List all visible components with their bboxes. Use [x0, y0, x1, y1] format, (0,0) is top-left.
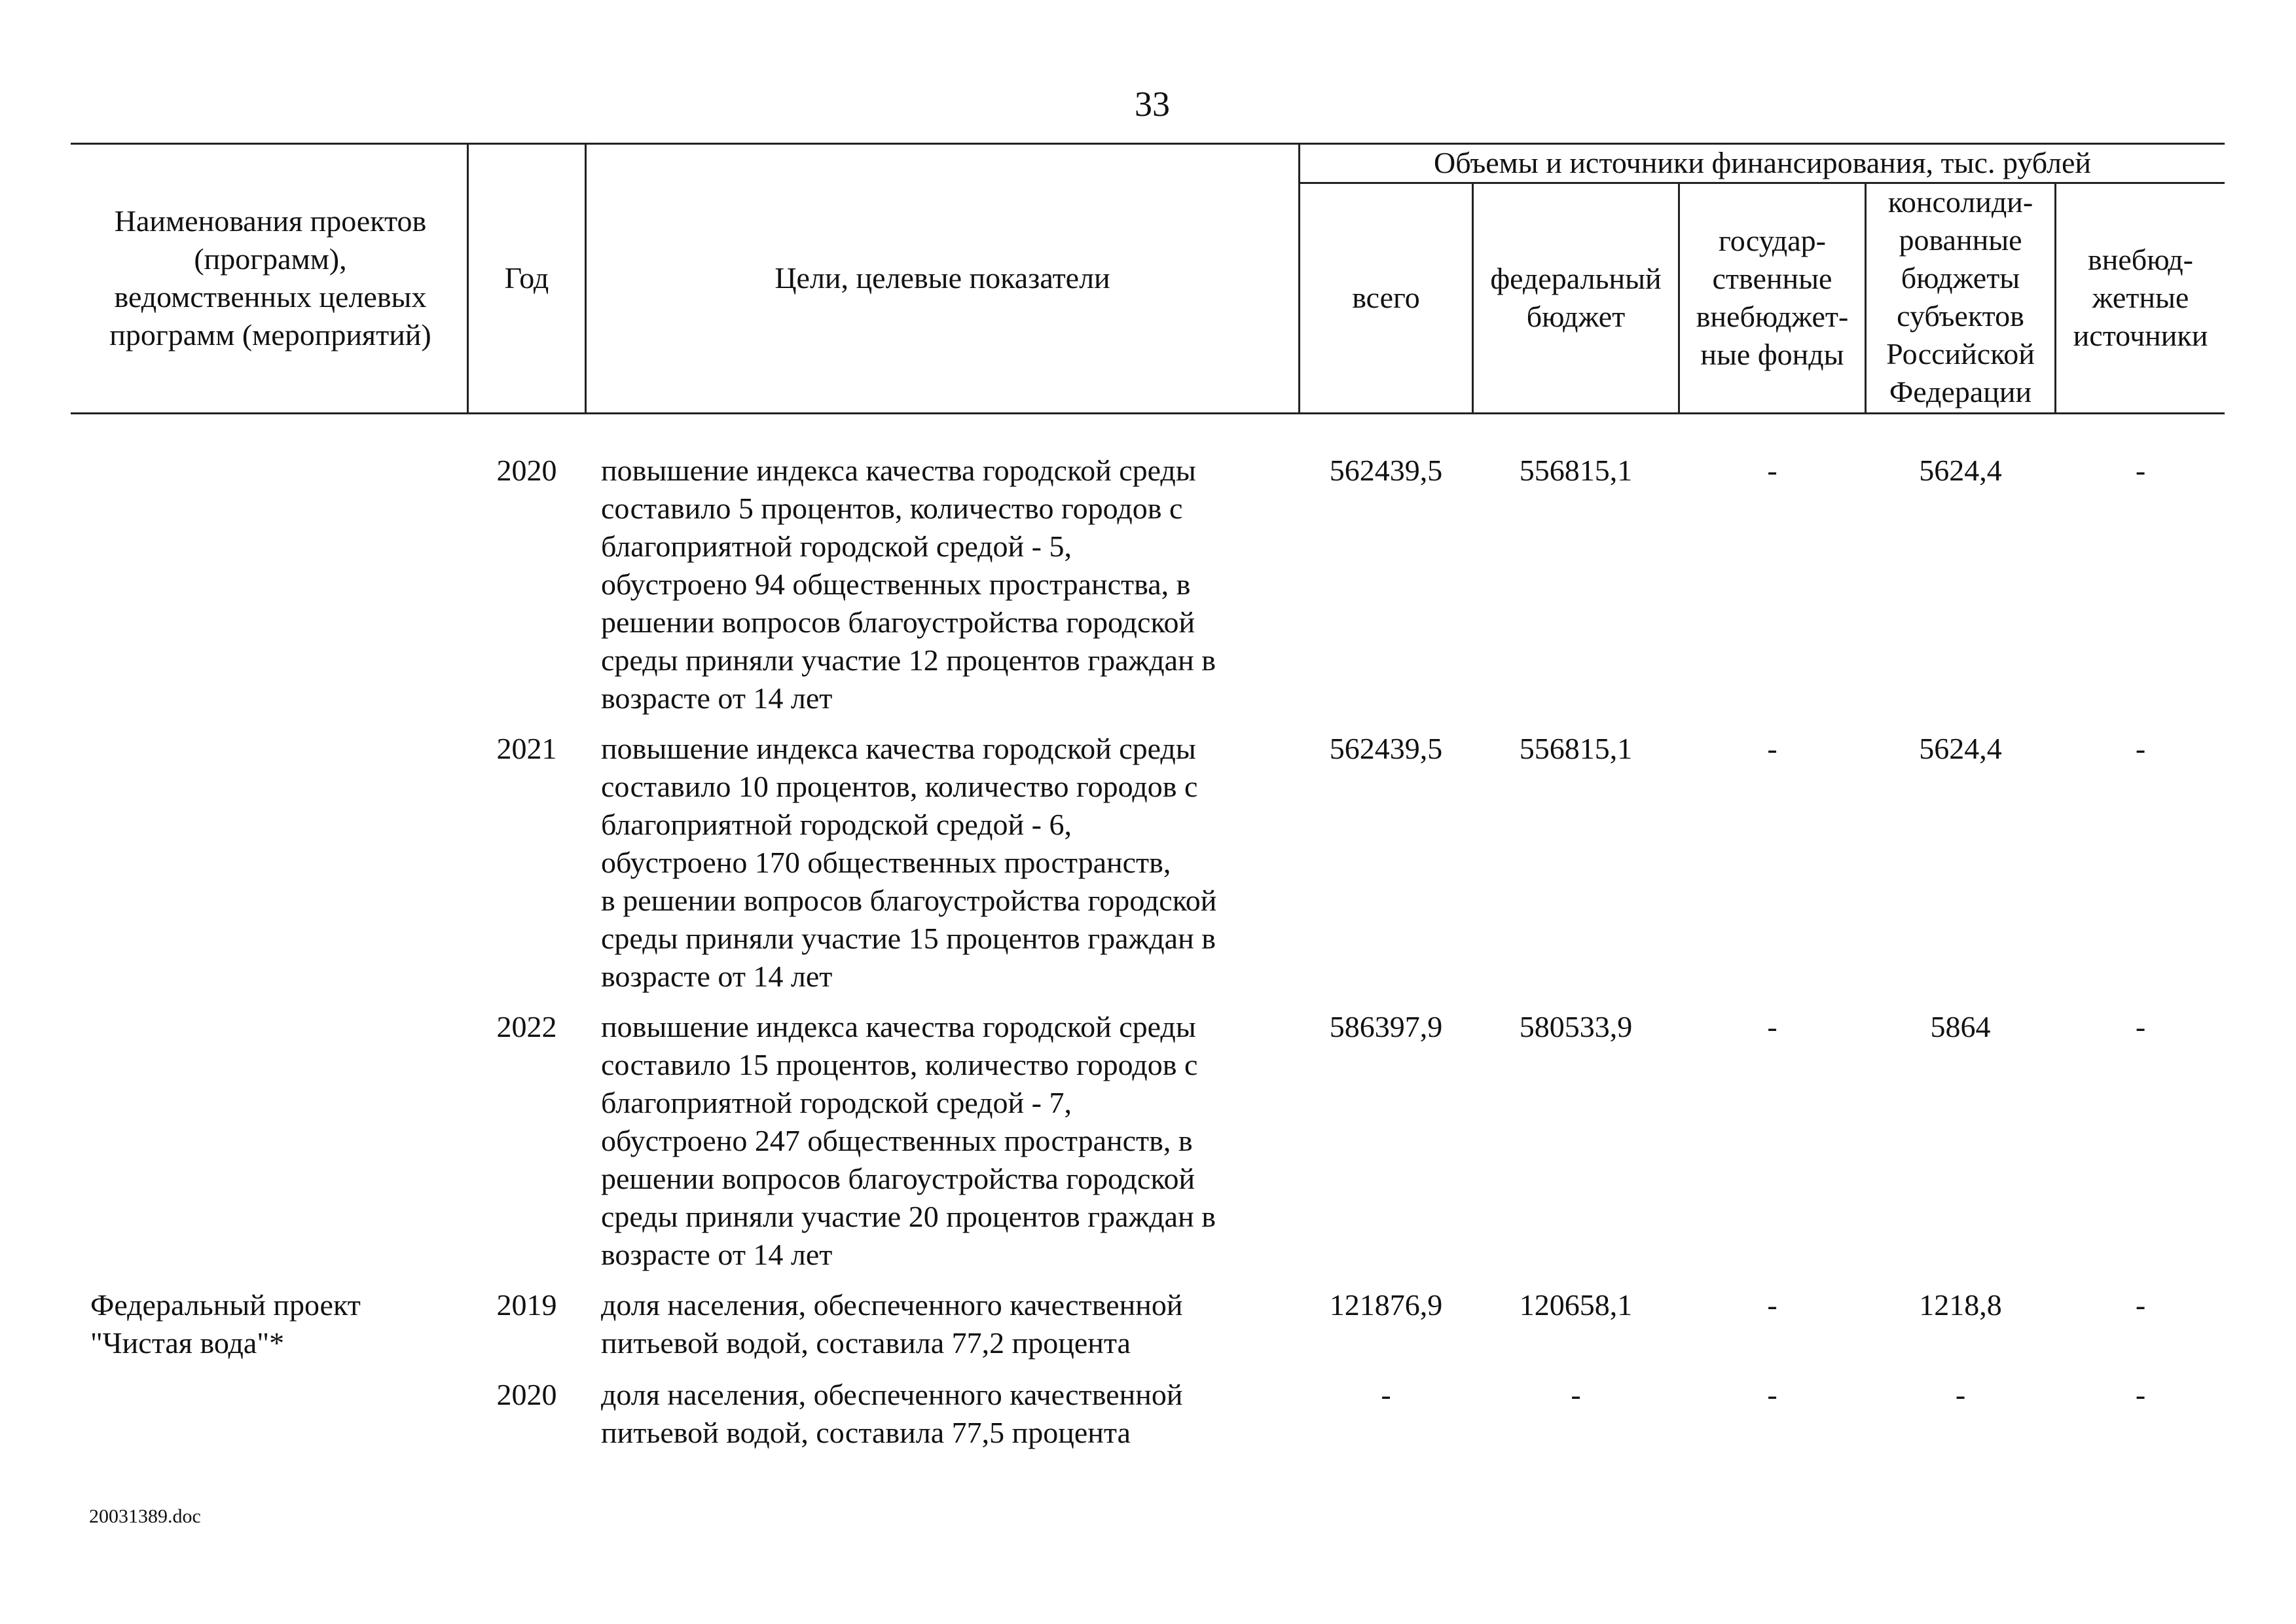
row-extrabudget: -	[2135, 454, 2146, 487]
header-bottom-rule	[71, 412, 2225, 414]
row-year: 2020	[496, 454, 557, 487]
row-total: 562439,5	[1329, 732, 1443, 765]
header-col-name: Наименования проектов (программ), ведомственных целевых программ (мероприятий)	[109, 204, 431, 352]
row-extrabudget: -	[2135, 732, 2146, 765]
row-goal: повышение индекса качества городской среды составило 15 процентов, количество городов с благоприятной городской средой - 7, обустроено 247 общественных пространств, в решении вопросов благоустройства городской среды приняли участие 20 процентов граждан в возрасте от 14 лет	[601, 1010, 1216, 1271]
row-state-funds: -	[1767, 1378, 1777, 1411]
page-number: 33	[1135, 84, 1170, 124]
row-regional: 1218,8	[1919, 1288, 2002, 1322]
row-goal: повышение индекса качества городской среды составило 5 процентов, количество городов с благоприятной городской средой - 5, обустроено 94 общественных пространства, в решении вопросов благоустройства городской среды приняли участие 12 процентов граждан в возрасте от 14 лет	[601, 454, 1216, 715]
header-col-regional: консолиди- рованные бюджеты субъектов Российской Федерации	[1886, 185, 2035, 408]
row-goal: доля населения, обеспеченного качественной питьевой водой, составила 77,2 процента	[601, 1288, 1183, 1360]
row-year: 2019	[496, 1288, 557, 1322]
row-year: 2022	[496, 1010, 557, 1043]
header-funding-group: Объемы и источники финансирования, тыс. рублей	[1434, 146, 2091, 179]
header-col-federal: федеральный бюджет	[1490, 262, 1662, 333]
row-total: 586397,9	[1329, 1010, 1443, 1043]
row-year: 2021	[496, 732, 557, 765]
row-project-name: Федеральный проект "Чистая вода"*	[90, 1288, 361, 1360]
row-federal: 120658,1	[1519, 1288, 1633, 1322]
row-state-funds: -	[1767, 1288, 1777, 1322]
header-col-total: всего	[1352, 281, 1420, 314]
row-regional: 5864	[1930, 1010, 1991, 1043]
header-col-year: Год	[504, 261, 549, 295]
row-extrabudget: -	[2135, 1010, 2146, 1043]
row-goal: повышение индекса качества городской среды составило 10 процентов, количество городов с благоприятной городской средой - 6, обустроено 170 общественных пространств, в решении вопросов благоустройства городской среды приняли участие 15 процентов граждан в возрасте от 14 лет	[601, 732, 1217, 993]
row-goal: доля населения, обеспеченного качественной питьевой водой, составила 77,5 процента	[601, 1378, 1183, 1449]
row-extrabudget: -	[2135, 1288, 2146, 1322]
row-extrabudget: -	[2135, 1378, 2146, 1411]
header-col-state-funds: государ- ственные внебюджет- ные фонды	[1696, 224, 1849, 371]
document-file-id: 20031389.doc	[89, 1506, 201, 1527]
row-state-funds: -	[1767, 1010, 1777, 1043]
row-federal: 580533,9	[1519, 1010, 1633, 1043]
row-state-funds: -	[1767, 732, 1777, 765]
row-state-funds: -	[1767, 454, 1777, 487]
row-total: 121876,9	[1329, 1288, 1443, 1322]
row-year: 2020	[496, 1378, 557, 1411]
funding-group-rule	[1298, 182, 2225, 184]
row-total: -	[1381, 1378, 1391, 1411]
row-regional: 5624,4	[1919, 454, 2002, 487]
row-federal: 556815,1	[1519, 732, 1633, 765]
header-col-extrabudget: внебюд- жетные источники	[2073, 243, 2208, 352]
row-total: 562439,5	[1329, 454, 1443, 487]
header-col-goals: Цели, целевые показатели	[774, 261, 1110, 295]
row-regional: 5624,4	[1919, 732, 2002, 765]
row-federal: -	[1571, 1378, 1581, 1411]
row-federal: 556815,1	[1519, 454, 1633, 487]
row-regional: -	[1955, 1378, 1966, 1411]
